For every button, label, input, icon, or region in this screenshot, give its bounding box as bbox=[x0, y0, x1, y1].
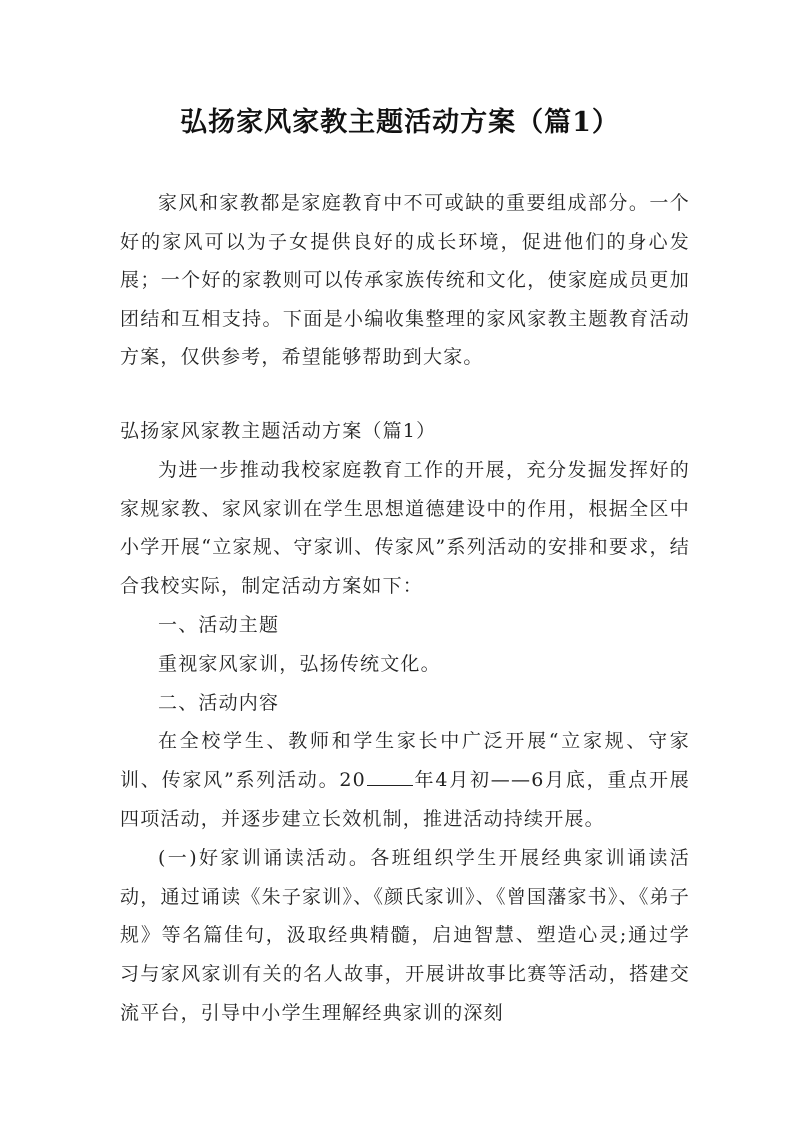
content-text-start: 在全校学生、教师和学生家长中广泛开展“立家规、守家训、传家风”系列活动。20 bbox=[120, 730, 690, 792]
paragraph-theme: 重视家风家训，弘扬传统文化。 bbox=[158, 652, 441, 675]
paragraph-content bbox=[120, 722, 690, 838]
paragraph-purpose: 为进一步推动我校家庭教育工作的开展，充分发掘发挥好的家规家教、家风家训在学生思想道德建设中的作用，根据全区中小学开展“立家规、守家训、传家风”系列活动的安排和要求，结合我校实际，制定活动方案如下： bbox=[120, 458, 690, 598]
paragraph-item-1: (一)好家训诵读活动。各班组织学生开展经典家训诵读活动，通过诵读《朱子家训》、《颜氏家训》、《曾国藩家书》、《弟子规》等名篇佳句，汲取经典精髓，启迪智慧、塑造心灵;通过学习与家风家训有关的名人故事，开展讲故事比赛等活动，搭建交流平台，引导中小学生理解经典家训的深刻 bbox=[120, 846, 690, 1024]
section-title: 弘扬家风家教主题活动方案（篇1） bbox=[120, 420, 437, 442]
section-block bbox=[120, 412, 690, 1033]
heading-activity-content: 二、活动内容 bbox=[158, 691, 280, 714]
intro-paragraph: 家风和家教都是家庭教育中不可或缺的重要组成部分。一个好的家风可以为子女提供良好的成长环境，促进他们的身心发展；一个好的家教则可以传承家族传统和文化，使家庭成员更加团结和互相支持。下面是小编收集整理的家风家教主题教育活动方案，仅供参考，希望能够帮助到大家。 bbox=[120, 192, 690, 368]
document-title: 弘扬家风家教主题活动方案（篇1） bbox=[180, 107, 620, 138]
year-blank bbox=[367, 769, 413, 786]
content-text-end: 年4月初——6月底，重点开展四项活动，并逐步建立长效机制，推进活动持续开展。 bbox=[120, 769, 690, 830]
intro-block bbox=[120, 184, 690, 377]
heading-activity-theme: 一、活动主题 bbox=[158, 613, 280, 636]
